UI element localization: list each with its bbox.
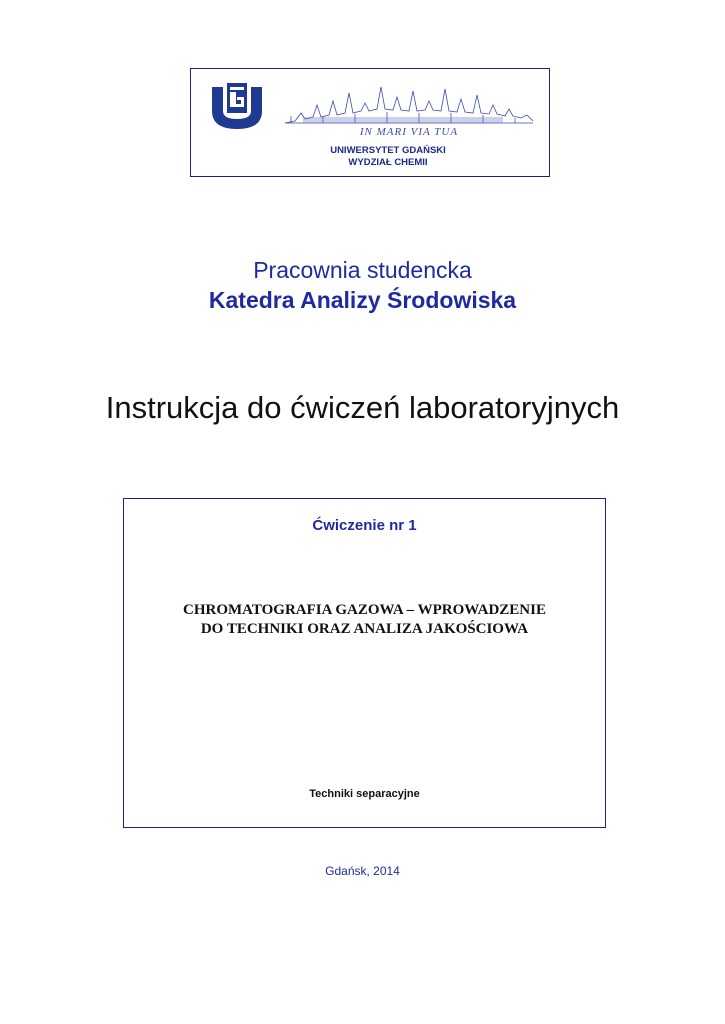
exercise-title-line-1: CHROMATOGRAFIA GAZOWA – WPROWADZENIE	[183, 602, 546, 618]
exercise-title	[124, 601, 605, 639]
document-title: Instrukcja do ćwiczeń laboratoryjnych	[105, 390, 620, 425]
lab-name: Pracownia studencka	[253, 257, 472, 283]
header-box	[190, 68, 550, 177]
exercise-box	[123, 498, 606, 828]
gdansk-skyline-icon	[283, 83, 535, 139]
university-name-block	[191, 145, 549, 169]
exercise-title-line-2: DO TECHNIKI ORAZ ANALIZA JAKOŚCIOWA	[200, 621, 529, 637]
motto-text: IN MARI VIA TUA	[359, 126, 459, 138]
university-name: UNIWERSYTET GDAŃSKI	[330, 145, 446, 156]
department-name: Katedra Analizy Środowiska	[208, 287, 517, 313]
exercise-topic: Techniki separacyjne	[309, 788, 420, 800]
exercise-number: Ćwiczenie nr 1	[312, 517, 417, 534]
university-logo-icon	[208, 83, 266, 133]
faculty-name: WYDZIAŁ CHEMII	[348, 157, 428, 168]
place-date: Gdańsk, 2014	[325, 864, 400, 878]
